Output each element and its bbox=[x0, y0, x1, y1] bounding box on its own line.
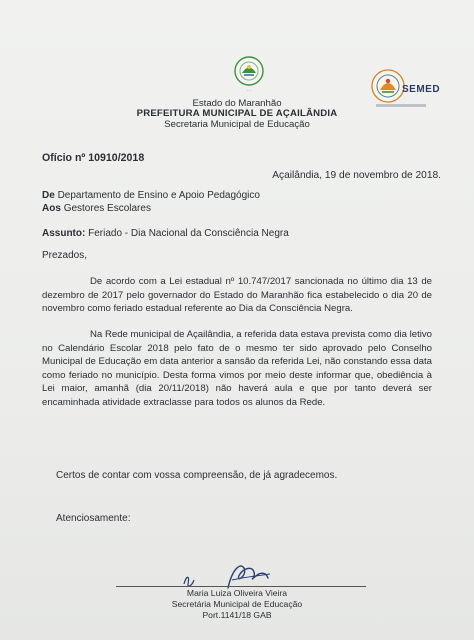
signature-rule bbox=[116, 586, 366, 587]
subject-label: Assunto: bbox=[42, 228, 86, 239]
header-prefecture: PREFEITURA MUNICIPAL DE AÇAILÂNDIA bbox=[136, 108, 338, 119]
signer-portaria: Port.1141/18 GAB bbox=[202, 610, 272, 620]
to-value: Gestores Escolares bbox=[63, 203, 151, 214]
paragraph-2: Na Rede municipal de Açailândia, a referida data estava prevista como dia letivo no Calendário Escolar 2018 pelo fato de o mesmo ter sido aprovado pelo Conselho Municipal de Educação em data anterior a sansão da referida Lei, não constando essa data como feriado no município. Desta forma vimos por meio deste informar que, obediência à Lei maior, amanhã (dia 20/11/2018) não haverá aula e que por tanto deverá ser encaminhada atividade extraclasse para todos os alunos da Rede. bbox=[42, 329, 432, 408]
to-line bbox=[42, 203, 151, 215]
salutation: Prezados, bbox=[42, 250, 88, 261]
semed-logo-text: SEMED bbox=[402, 84, 441, 95]
municipal-coat-of-arms-icon bbox=[232, 54, 266, 88]
document-date: Açailândia, 19 de novembro de 2018. bbox=[272, 170, 441, 181]
subject-line bbox=[42, 228, 289, 240]
farewell-text: Atenciosamente: bbox=[56, 513, 131, 524]
closing-text: Certos de contar com vossa compreensão, de já agradecemos. bbox=[56, 470, 338, 481]
from-label: De bbox=[42, 190, 55, 201]
paragraph-1: De acordo com a Lei estadual nº 10.747/2017 sancionada no último dia 13 de dezembro de 2017 pelo governador do Estado do Maranhão fica estabelecido o dia 20 de novembro como feriado estadual referente ao Dia da Consciência Negra. bbox=[42, 276, 432, 315]
from-line bbox=[42, 190, 260, 202]
oficio-number: Ofício nº 10910/2018 bbox=[42, 152, 145, 164]
header-secretariat: Secretaria Municipal de Educação bbox=[164, 119, 310, 130]
to-label: Aos bbox=[42, 203, 61, 214]
signer-name: Maria Luiza Oliveira Vieira bbox=[186, 588, 288, 598]
from-value: Departamento de Ensino e Apoio Pedagógico bbox=[57, 190, 260, 201]
signer-role: Secretária Municipal de Educação bbox=[171, 599, 303, 609]
logo-caption: ··· bbox=[247, 88, 251, 93]
subject-value: Feriado - Dia Nacional da Consciência Negra bbox=[88, 228, 289, 239]
header-state: Estado do Maranhão bbox=[192, 98, 282, 109]
